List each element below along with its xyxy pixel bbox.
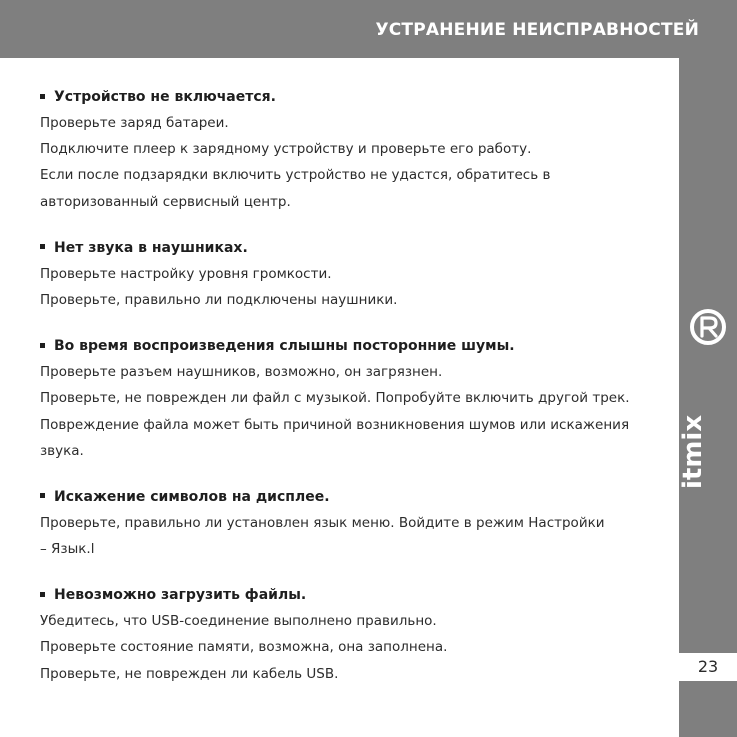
text-line: Проверьте состояние памяти, возможна, она заполнена. xyxy=(40,639,448,656)
text-line: Повреждение файла может быть причиной возникновения шумов или искажения xyxy=(40,416,630,433)
svg-text:itmix: itmix xyxy=(678,414,708,489)
bullet-icon xyxy=(40,244,45,249)
section-noise xyxy=(40,333,670,464)
text-line: звука. xyxy=(40,442,84,459)
troubleshooting-content xyxy=(40,84,670,687)
text-line: Если после подзарядки включить устройство не удастся, обратитесь в xyxy=(40,167,551,184)
section-no-sound xyxy=(40,235,670,313)
section-heading xyxy=(40,582,670,608)
section-heading xyxy=(40,84,670,110)
section-heading-text: Искажение символов на дисплее. xyxy=(54,488,330,505)
header-bar xyxy=(0,0,737,58)
text-line: Проверьте, не поврежден ли файл с музыкой. Попробуйте включить другой трек. xyxy=(40,390,630,407)
bullet-icon xyxy=(40,343,45,348)
section-heading-text: Устройство не включается. xyxy=(54,89,276,105)
section-heading-text: Невозможно загрузить файлы. xyxy=(54,587,307,604)
text-line: Проверьте разъем наушников, возможно, он загрязнен. xyxy=(40,364,443,381)
section-upload xyxy=(40,582,670,687)
section-heading-text: Нет звука в наушниках. xyxy=(54,239,248,256)
section-spacer xyxy=(40,464,670,484)
bullet-icon xyxy=(40,94,45,99)
section-spacer xyxy=(40,313,670,333)
text-line: Убедитесь, что USB-соединение выполнено правильно. xyxy=(40,613,437,630)
bullet-icon xyxy=(40,592,45,597)
text-line: авторизованный сервисный центр. xyxy=(40,193,291,210)
text-line: Проверьте, правильно ли установлен язык меню. Войдите в режим Настройки xyxy=(40,514,605,531)
ritmix-logo-icon xyxy=(678,305,737,489)
page-title: УСТРАНЕНИЕ НЕИСПРАВНОСТЕЙ xyxy=(375,20,699,40)
section-heading xyxy=(40,333,670,359)
section-spacer xyxy=(40,562,670,582)
text-line: Проверьте заряд батареи. xyxy=(40,115,229,131)
text-line: Проверьте, не поврежден ли кабель USB. xyxy=(40,665,339,682)
section-no-power xyxy=(40,84,670,215)
section-heading-text: Во время воспроизведения слышны посторонние шумы. xyxy=(54,338,515,355)
bullet-icon xyxy=(40,493,45,498)
text-line: Подключите плеер к зарядному устройству и проверьте его работу. xyxy=(40,141,532,158)
text-line: Проверьте настройку уровня громкости. xyxy=(40,265,332,282)
section-heading xyxy=(40,484,670,510)
section-heading xyxy=(40,235,670,261)
text-line: – Язык.l xyxy=(40,541,95,558)
section-spacer xyxy=(40,215,670,235)
section-display xyxy=(40,484,670,562)
page-number-box xyxy=(679,653,737,681)
page-number: 23 xyxy=(697,657,719,676)
text-line: Проверьте, правильно ли подключены наушники. xyxy=(40,291,398,308)
